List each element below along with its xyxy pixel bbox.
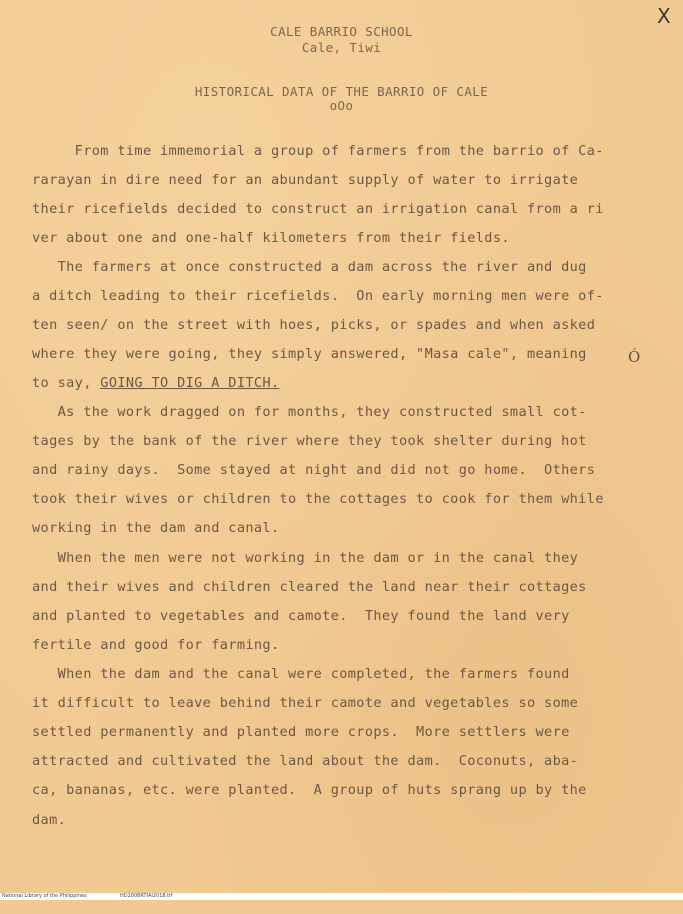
- text-line: attracted and cultivated the land about the dam. Coconuts, aba-: [32, 753, 579, 769]
- text-line: working in the dam and canal.: [32, 520, 280, 536]
- text-line: fertile and good for farming.: [32, 637, 280, 653]
- text-line: When the men were not working in the dam or in the canal they: [32, 550, 579, 566]
- text-line: tages by the bank of the river where they took shelter during hot: [32, 433, 587, 449]
- text-line: took their wives or children to the cottages to cook for them while: [32, 491, 604, 507]
- text-line: and planted to vegetables and camote. They found the land very: [32, 608, 570, 624]
- text-line: ca, bananas, etc. were planted. A group of huts sprang up by the: [32, 782, 587, 798]
- text-line: dam.: [32, 812, 67, 828]
- title-ornament: oOo: [329, 98, 354, 113]
- text-line: and rainy days. Some stayed at night and did not go home. Others: [32, 462, 596, 478]
- corner-x-mark: X: [657, 4, 671, 28]
- text-line: where they were going, they simply answered, "Masa cale", meaning: [32, 346, 587, 362]
- text-line: a ditch leading to their ricefields. On early morning men were of-: [32, 288, 604, 304]
- text-line: it difficult to leave behind their camote and vegetables so some: [32, 695, 579, 711]
- text-line: From time immemorial a group of farmers from the barrio of Ca-: [32, 143, 604, 159]
- text-line: ten seen/ on the street with hoes, picks, or spades and when asked: [32, 317, 596, 333]
- school-location: Cale, Tiwi: [301, 40, 382, 55]
- text-line: As the work dragged on for months, they constructed small cot-: [32, 404, 587, 420]
- text-line: rarayan in dire need for an abundant supply of water to irrigate: [32, 172, 579, 188]
- file-identifier: HD2008RTIAI2018.tif: [120, 893, 173, 899]
- text-line: settled permanently and planted more crops. More settlers were: [32, 724, 570, 740]
- text-line-with-emphasis: [32, 375, 280, 391]
- text-line: ver about one and one-half kilometers from their fields.: [32, 230, 510, 246]
- document-title: HISTORICAL DATA OF THE BARRIO OF CALE: [194, 84, 489, 99]
- text-line: When the dam and the canal were completed, the farmers found: [32, 666, 570, 682]
- scan-footer: [0, 893, 683, 900]
- text-line-lead: to say,: [32, 375, 101, 391]
- library-credit: National Library of the Philippines: [2, 893, 87, 899]
- school-name: CALE BARRIO SCHOOL: [270, 24, 413, 39]
- text-line: and their wives and children cleared the land near their cottages: [32, 579, 587, 595]
- emphasis-phrase: GOING TO DIG A DITCH.: [100, 375, 280, 391]
- margin-mark: Ó: [628, 348, 641, 366]
- text-line: their ricefields decided to construct an irrigation canal from a ri: [32, 201, 604, 217]
- text-line: The farmers at once constructed a dam across the river and dug: [32, 259, 587, 275]
